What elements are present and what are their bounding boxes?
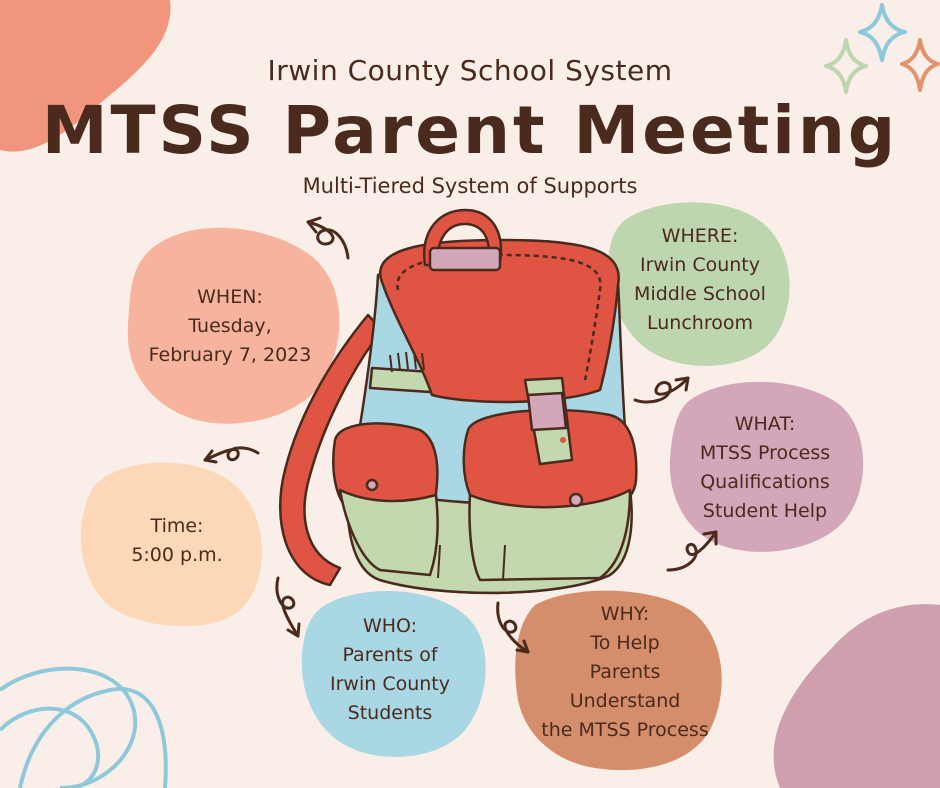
page-title: MTSS Parent Meeting [41,92,899,169]
who-label: WHO: [362,615,418,637]
time-value: 5:00 p.m. [131,544,223,566]
why-line-2: Parents [589,661,661,683]
page-subtitle: Multi-Tiered System of Supports [302,174,638,198]
what-line-3: Student Help [702,500,828,522]
who-block [290,612,490,728]
time-label: Time: [150,515,204,537]
time-block [82,512,272,570]
where-line-1: Irwin County [640,254,760,276]
what-block [665,410,865,526]
why-block [510,600,740,745]
who-line-2: Irwin County [330,673,450,695]
backpack-left-pocket-lower [340,490,438,575]
organization-name: Irwin County School System [267,54,673,87]
when-day: Tuesday, [188,315,272,337]
when-block [130,283,330,370]
when-date: February 7, 2023 [148,344,312,366]
why-label: WHY: [600,603,650,625]
where-block [600,222,800,338]
why-line-4: the MTSS Process [541,719,709,741]
why-line-1: To Help [590,632,660,654]
when-label: WHEN: [197,286,263,308]
why-line-3: Understand [569,690,681,712]
where-label: WHERE: [661,225,739,247]
where-line-3: Lunchroom [647,312,753,334]
what-line-1: MTSS Process [699,442,831,464]
what-label: WHAT: [734,413,796,435]
who-line-3: Students [347,702,433,724]
what-line-2: Qualifications [700,471,830,493]
who-line-1: Parents of [342,644,438,666]
where-line-2: Middle School [634,283,766,305]
